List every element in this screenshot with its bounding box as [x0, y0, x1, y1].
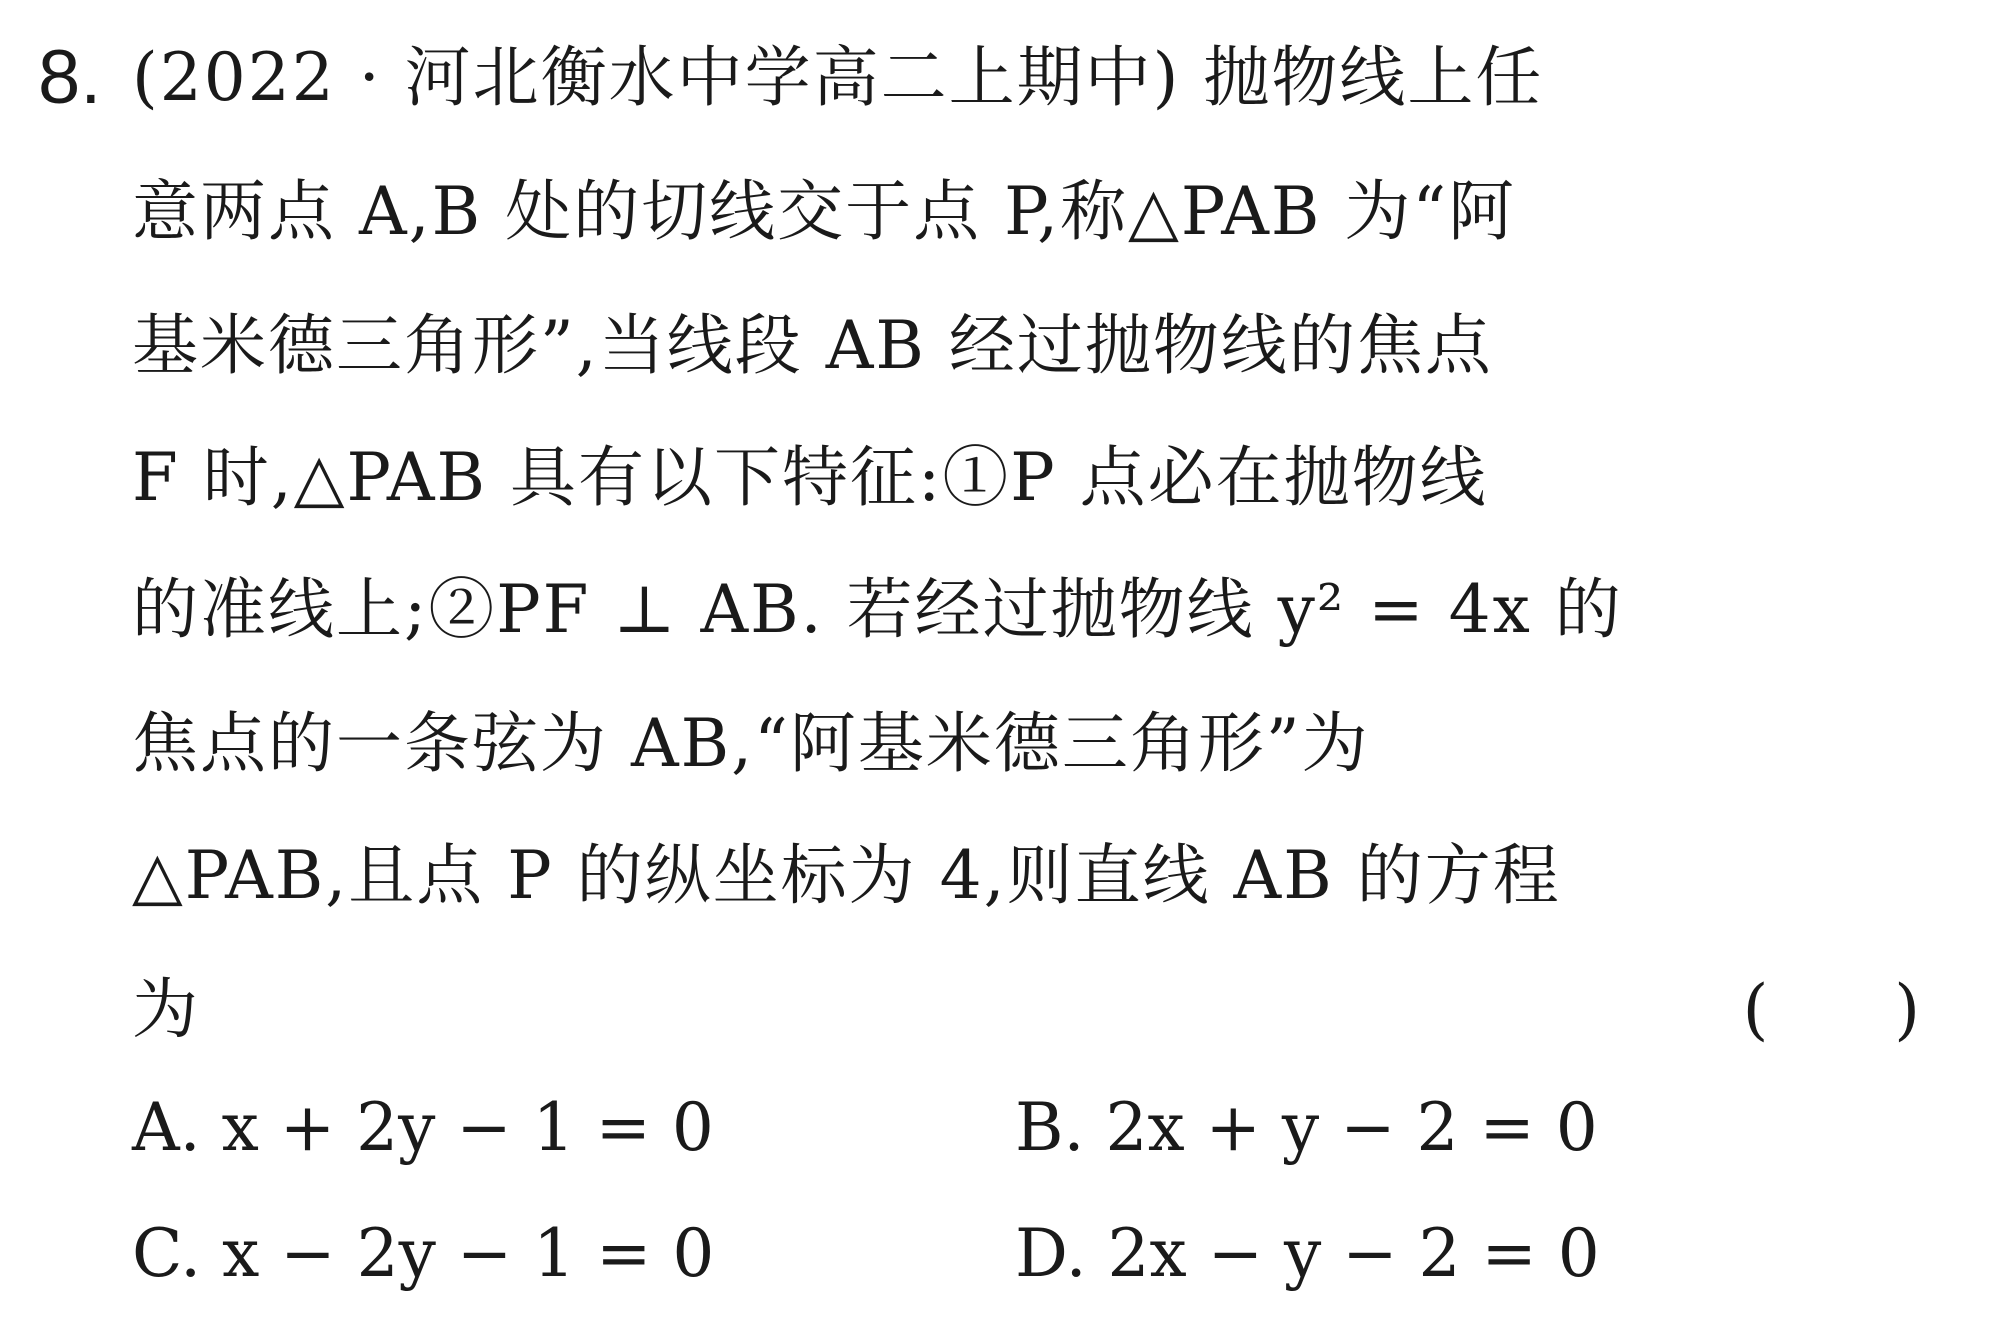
question-line-5: 的准线上;②PF ⊥ AB. 若经过抛物线 y² = 4x 的 — [132, 571, 1623, 648]
question-line-1: (2022 · 河北衡水中学高二上期中) 抛物线上任 — [132, 39, 1544, 116]
option-b[interactable]: B. 2x + y − 2 = 0 — [1015, 1089, 1598, 1166]
option-d[interactable]: D. 2x − y − 2 = 0 — [1015, 1215, 1600, 1292]
question-number: 8. — [38, 35, 102, 120]
question-line-7: △PAB,且点 P 的纵坐标为 4,则直线 AB 的方程 — [132, 837, 1561, 914]
option-a[interactable]: A. x + 2y − 1 = 0 — [132, 1089, 714, 1166]
question-line-2: 意两点 A,B 处的切线交于点 P,称△PAB 为“阿 — [132, 173, 1517, 250]
question-line-4: F 时,△PAB 具有以下特征:①P 点必在抛物线 — [132, 439, 1488, 516]
answer-blank[interactable]: ( ) — [1742, 971, 1920, 1048]
option-c[interactable]: C. x − 2y − 1 = 0 — [132, 1215, 715, 1292]
question-line-3: 基米德三角形”,当线段 AB 经过抛物线的焦点 — [132, 307, 1493, 384]
question-line-8: 为 — [132, 971, 200, 1048]
question-line-6: 焦点的一条弦为 AB,“阿基米德三角形”为 — [132, 705, 1370, 782]
